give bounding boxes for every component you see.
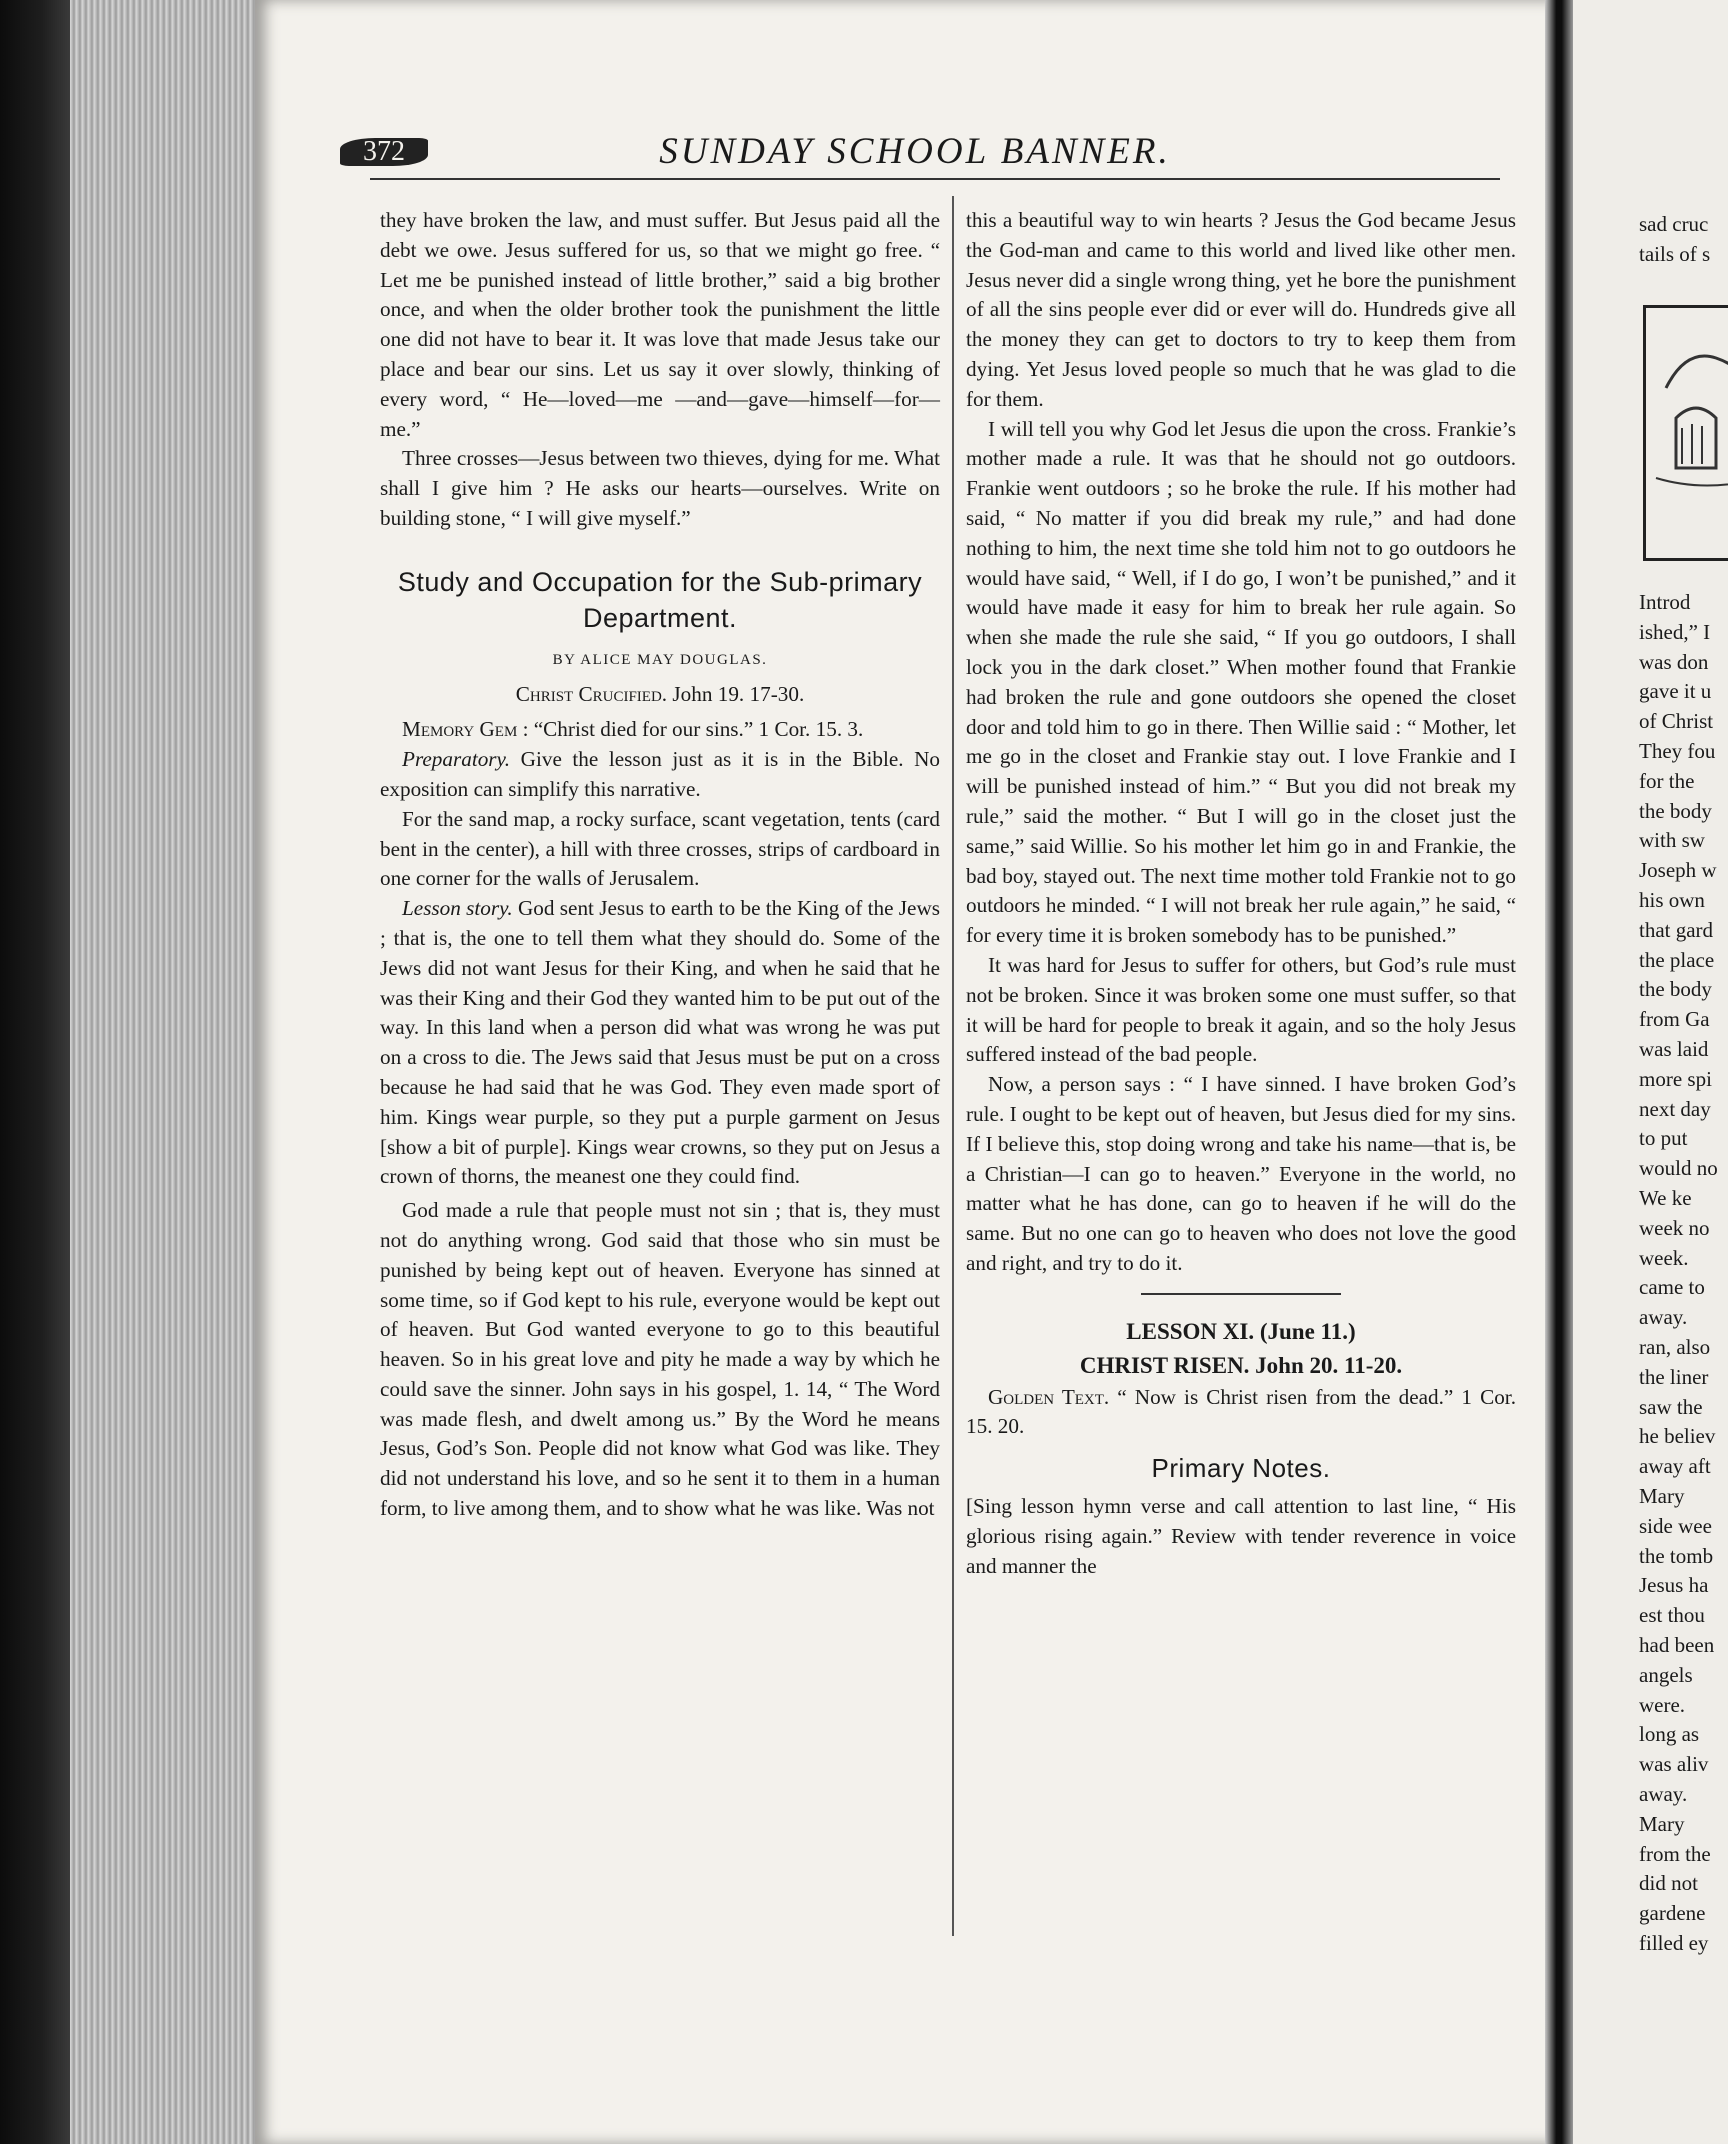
golden-text-label: Golden Text. <box>988 1384 1110 1409</box>
facing-page-line: the body <box>1639 977 1712 1002</box>
facing-page-line: week no <box>1639 1215 1710 1240</box>
facing-page-line: was laid <box>1639 1037 1709 1061</box>
running-title: SUNDAY SCHOOL BANNER. <box>659 131 1171 172</box>
preparatory <box>380 745 940 805</box>
page-header <box>330 130 1500 182</box>
section-heading: Study and Occupation for the Sub-primary Department. <box>397 566 923 633</box>
facing-page-line: the body <box>1639 798 1712 823</box>
page-number: 372 <box>340 138 428 166</box>
paragraph: For the sand map, a rocky surface, scant vegetation, tents (card bent in the center), a hill with three crosses, strips of cardboard in one corner for the walls of Jerusalem. <box>380 806 940 891</box>
lesson-heading: LESSON XI. (June 11.) <box>1126 1318 1356 1344</box>
facing-page-line: away aft <box>1639 1454 1711 1479</box>
left-column <box>380 206 940 1524</box>
facing-page-line: did not <box>1639 1871 1698 1896</box>
facing-page-line: with sw <box>1639 828 1705 853</box>
paragraph: It was hard for Jesus to suffer for others, but God’s rule must not be broken. Since it was broken some one must suffer, so that it will be hard for people to break it again, and so the holy Jesus suffered instead of the bad people. <box>966 952 1516 1067</box>
right-column <box>966 206 1516 1581</box>
facing-page-line: ran, also <box>1639 1335 1711 1359</box>
facing-page-line: next day <box>1639 1096 1711 1121</box>
column-divider <box>952 196 954 1936</box>
facing-page-line: that gard <box>1639 917 1714 942</box>
facing-page-line: sad cruc <box>1639 212 1709 236</box>
book-spine <box>0 0 70 2144</box>
facing-page-line: his own <box>1639 888 1705 912</box>
facing-page-line: came to <box>1639 1275 1705 1300</box>
paragraph: they have broken the law, and must suffer. But Jesus paid all the debt we owe. Jesus suffered for us, so that we might go free. “ Let me be punished instead of little brother,” said a big brother once, and when the older brother took the punishment the little one did not have to bear it. It was love that made Jesus take our place and bear our sins. Let us say it over slowly, thinking of every word, “ He—loved—me —and—gave—himself—for—me.” <box>380 208 940 441</box>
lesson-title-label: Christ Crucified. <box>515 681 668 706</box>
facing-page-line: were. <box>1639 1692 1686 1717</box>
byline: BY ALICE MAY DOUGLAS. <box>552 651 768 668</box>
facing-page-line: Mary <box>1639 1484 1685 1508</box>
facing-page-line: the liner <box>1639 1364 1709 1389</box>
facing-page-line: Introd <box>1639 590 1691 614</box>
facing-page-line: of Christ <box>1639 709 1714 734</box>
header-rule <box>370 178 1500 180</box>
facing-page-line: away. <box>1639 1305 1688 1330</box>
facing-page-line: filled ey <box>1639 1931 1709 1955</box>
paragraph: I will tell you why God let Jesus die upon the cross. Frankie’s mother made a rule. It was that he should not go outdoors. Frankie went outdoors ; so he broke the rule. If his mother had said, “ No matter if you did break my rule,” and had done nothing to him, the next time she told him not to go outdoors he would have said, “ Well, if I do go, I won’t be punished,” and it would have made it easy for him to break her rule again. So when she made the rule she said, “ If you go outdoors, I shall lock you in the dark closet.” When mother found that Frankie had broken the rule and gone outdoors she opened the closet door and told him to go in there. Then Willie said : “ Mother, let me go in the closet and Frankie stay out. I love Frankie and I will be punished instead of him.” “ But you did not break my rule,” said the mother. “ But I will go in the closet just the same,” said Willie. So his mother let him go in and Frankie, the bad boy, stayed out. The next time mother told Frankie not to go outdoors he minded. “ I will not break her rule again,” he said, “ for every time it is broken somebody has to be punished.” <box>966 416 1516 948</box>
facing-page-line: gardene <box>1639 1901 1706 1926</box>
facing-page-line: Joseph w <box>1639 858 1717 883</box>
section-rule <box>1141 1293 1341 1295</box>
paragraph: Now, a person says : “ I have sinned. I have broken God’s rule. I ought to be kept out of heaven, but Jesus died for my sins. If I believe this, stop doing wrong and take his name—that is, be a Christian—I can go to heaven.” Everyone in the world, no matter what he has done, can go to heaven if he will do the same. But no one can go to heaven who does not love the good and right, and try to do it. <box>966 1072 1516 1275</box>
book-gutter <box>1545 0 1573 2144</box>
facing-page-line: more spi <box>1639 1066 1712 1091</box>
preparatory-text: Give the lesson just as it is in the Bible. No exposition can simplify this narrative. <box>380 747 941 801</box>
facing-page-line: week. <box>1639 1245 1689 1270</box>
primary-notes-heading: Primary Notes. <box>1151 1453 1331 1484</box>
facing-page-line: to put <box>1639 1126 1688 1151</box>
facing-page-line: would no <box>1639 1156 1718 1181</box>
facing-page-line: away. <box>1639 1782 1688 1806</box>
facing-page-line: saw the <box>1639 1394 1703 1419</box>
lesson-story-label: Lesson story. <box>402 896 513 921</box>
facing-page-line: Mary <box>1639 1811 1685 1836</box>
facing-page-line: the tomb <box>1639 1543 1714 1568</box>
facing-page-line: We ke <box>1639 1186 1692 1210</box>
memory-gem-label: Memory Gem : <box>402 717 529 742</box>
facing-page-line: had been <box>1639 1633 1715 1657</box>
facing-page-line: long as <box>1639 1722 1700 1747</box>
lesson-story-text: God sent Jesus to earth to be the King of the Jews ; that is, the one to tell them what they should do. Some of the Jews did not want Jesus for their King, and when he said that he was their King and their God they wanted him to be put out of the way. In this land when a person did what was wrong he was put on a cross to die. The Jews said that Jesus must be put on a cross because he had said that he was God. They even made sport of him. Kings wear purple, so they put a purple garment on Jesus [show a bit of purple]. Kings wear crowns, so they put on Jesus a crown of thorns, the meanest one they could find. <box>380 896 941 1189</box>
lesson-title <box>380 680 940 710</box>
paragraph: God made a rule that people must not sin ; that is, they must not do anything wrong. God said that those who sin must be punished by being kept out of heaven. Everyone has sinned at some time, so if God kept to his rule, everyone would be kept out of heaven. But God wanted everyone to go to this beautiful heaven. So in his great love and pity he made a way by which he could save the sinner. John says in his gospel, 1. 14, “ The Word was made flesh, and dwelt among us.” By the Word he means Jesus, God’s Son. People did not know what God was like. They did not understand his love, and so he sent it to them in a human form, to live among them, and to show what he was like. Was not <box>380 1198 940 1521</box>
golden-text <box>966 1383 1516 1443</box>
facing-page-line: from Ga <box>1639 1007 1710 1032</box>
facing-page-line: the place <box>1639 947 1715 972</box>
memory-gem <box>380 715 940 745</box>
lesson-subheading: CHRIST RISEN. John 20. 11-20. <box>1079 1352 1403 1378</box>
page-edges <box>70 0 260 2144</box>
facing-page-line: he believ <box>1639 1424 1716 1449</box>
lesson-story <box>380 894 940 1192</box>
facing-page-line: tails of s <box>1639 241 1711 266</box>
facing-page <box>1573 0 1728 2144</box>
facing-page-line: side wee <box>1639 1513 1712 1538</box>
preparatory-label: Preparatory. <box>402 747 511 772</box>
facing-page-line: gave it u <box>1639 679 1712 704</box>
facing-page-line: was aliv <box>1639 1752 1709 1777</box>
facing-page-illustration <box>1643 305 1728 561</box>
facing-page-line: angels <box>1639 1662 1693 1687</box>
facing-page-line: Jesus ha <box>1639 1573 1709 1598</box>
golden-text-body: “ Now is Christ risen from the dead.” 1 Cor. 15. 20. <box>966 1384 1516 1439</box>
facing-page-line: was don <box>1639 649 1709 674</box>
paragraph: [Sing lesson hymn verse and call attention to last line, “ His glorious rising again.” Review with tender reverence in voice and manner the <box>966 1494 1516 1578</box>
paragraph: this a beautiful way to win hearts ? Jesus the God became Jesus the God-man and came to this world and lived like other men. Jesus never did a single wrong thing, yet he bore the punishment of all the sins people ever did or ever will do. Hundreds give all the money they can get to doctors to try to keep them from dying. Yet Jesus loved people so much that he was glad to die for them. <box>966 208 1516 411</box>
lesson-title-ref: John 19. 17-30. <box>672 681 805 706</box>
facing-page-line: They fou <box>1639 739 1716 763</box>
facing-page-line: ished,” I <box>1639 619 1711 644</box>
paragraph: Three crosses—Jesus between two thieves, dying for me. What shall I give him ? He asks our hearts—ourselves. Write on building stone, “ I will give myself.” <box>380 446 940 530</box>
facing-page-line: est thou <box>1639 1603 1705 1628</box>
memory-gem-text: “Christ died for our sins.” 1 Cor. 15. 3. <box>533 717 864 742</box>
facing-page-line: from the <box>1639 1841 1711 1866</box>
facing-page-line: for the <box>1639 768 1695 793</box>
